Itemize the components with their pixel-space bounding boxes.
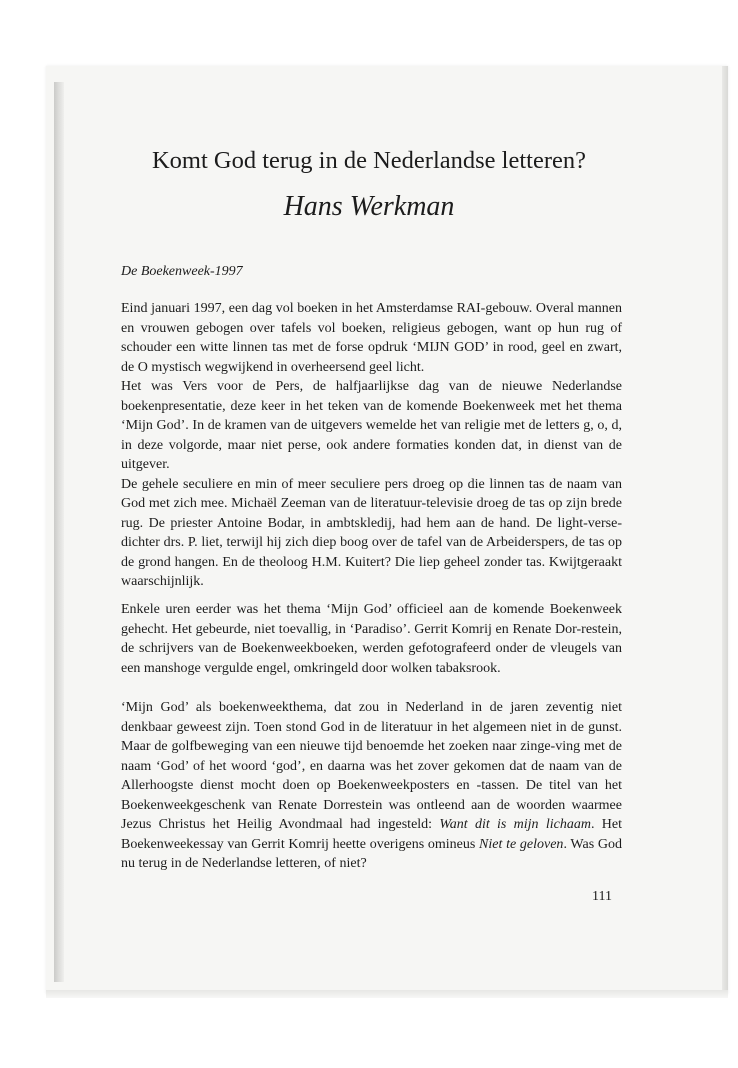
paragraph: Het was Vers voor de Pers, de halfjaarlijkse dag van de nieuwe Nederlandse boekenpresentatie, deze keer in het teken van de komende Boekenweek met het thema ‘Mijn God’. In de kramen van de uitgevers wemelde het van religie met de letters g, o, d, in deze volgorde, maar niet perse, ook andere formaties konden dat, in dienst van de uitgever. <box>121 379 622 472</box>
essay-title-italic: Niet te geloven <box>479 836 564 852</box>
page-number: 111 <box>592 889 612 904</box>
page-title: Komt God terug in de Nederlandse letteren? <box>151 147 587 174</box>
text-run: . Het Boekenweekessay van Gerrit Komrij heette overigens omineus <box>121 817 622 852</box>
text-run: ‘Mijn God’ als boekenweekthema, dat zou in Nederland in de jaren zeventig niet denkbaar geweest zijn. Toen stond God in de literatuur in het algemeen niet in de gunst. Maar de golfbeweging van een nieuwe tijd benoemde het zoeken naar zinge-ving met de naam ‘God’ of het woord ‘god’, en daarna was het zover gekomen dat de naam van de Allerhoogste dienst mocht doen op Boekenweekposters en -tassen. De titel van het Boekenweekgeschenk van Renate Dorrestein was ontleend aan de woorden waarmee Jezus Christus het Heilig Avondmaal had ingesteld: <box>121 700 622 832</box>
text-block-3 <box>121 698 622 874</box>
paragraph: Eind januari 1997, een dag vol boeken in het Amsterdamse RAI-gebouw. Overal mannen en vrouwen gebogen over tafels vol boeken, religieus gebogen, want op hun rug of schouder een witte linnen tas met de forse opdruk ‘MIJN GOD’ in rood, geel en zwart, de O mystisch wegwijkend in overheersend geel licht. <box>121 301 622 375</box>
author-name: Hans Werkman <box>283 191 455 222</box>
section-heading: De Boekenweek-1997 <box>121 264 243 279</box>
paragraph <box>121 698 622 874</box>
page-bottom-edge <box>46 990 728 998</box>
text-block-1 <box>121 299 622 592</box>
text-block-2 <box>121 600 622 678</box>
paragraph: Enkele uren eerder was het thema ‘Mijn God’ officieel aan de komende Boekenweek gehecht. Het gebeurde, niet toevallig, in ‘Paradiso’. Gerrit Komrij en Renate Dor-restein, de schrijvers van de Boekenweekboeken, werden gefotografeerd onder de vleugels van een manshoge vergulde engel, omkringeld door wolken tabaksrook. <box>121 602 622 676</box>
paragraph: De gehele seculiere en min of meer seculiere pers droeg op die linnen tas de naam van God met zich mee. Michaël Zeeman van de literatuur-televisie droeg de tas op zijn brede rug. De priester Antoine Bodar, in ambtskledij, had hem aan de hand. De light-verse-dichter drs. P. liet, terwijl hij zich diep boog over de tafel van de Arbeiderspers, de tas op de grond hangen. En de theoloog H.M. Kuitert? Die liep geheel zonder tas. Kwijtgeraakt waarschijnlijk. <box>121 476 622 589</box>
text-run: . Was God nu terug in de Nederlandse letteren, of niet? <box>121 836 622 871</box>
book-title-italic: Want dit is mijn lichaam <box>439 817 591 832</box>
